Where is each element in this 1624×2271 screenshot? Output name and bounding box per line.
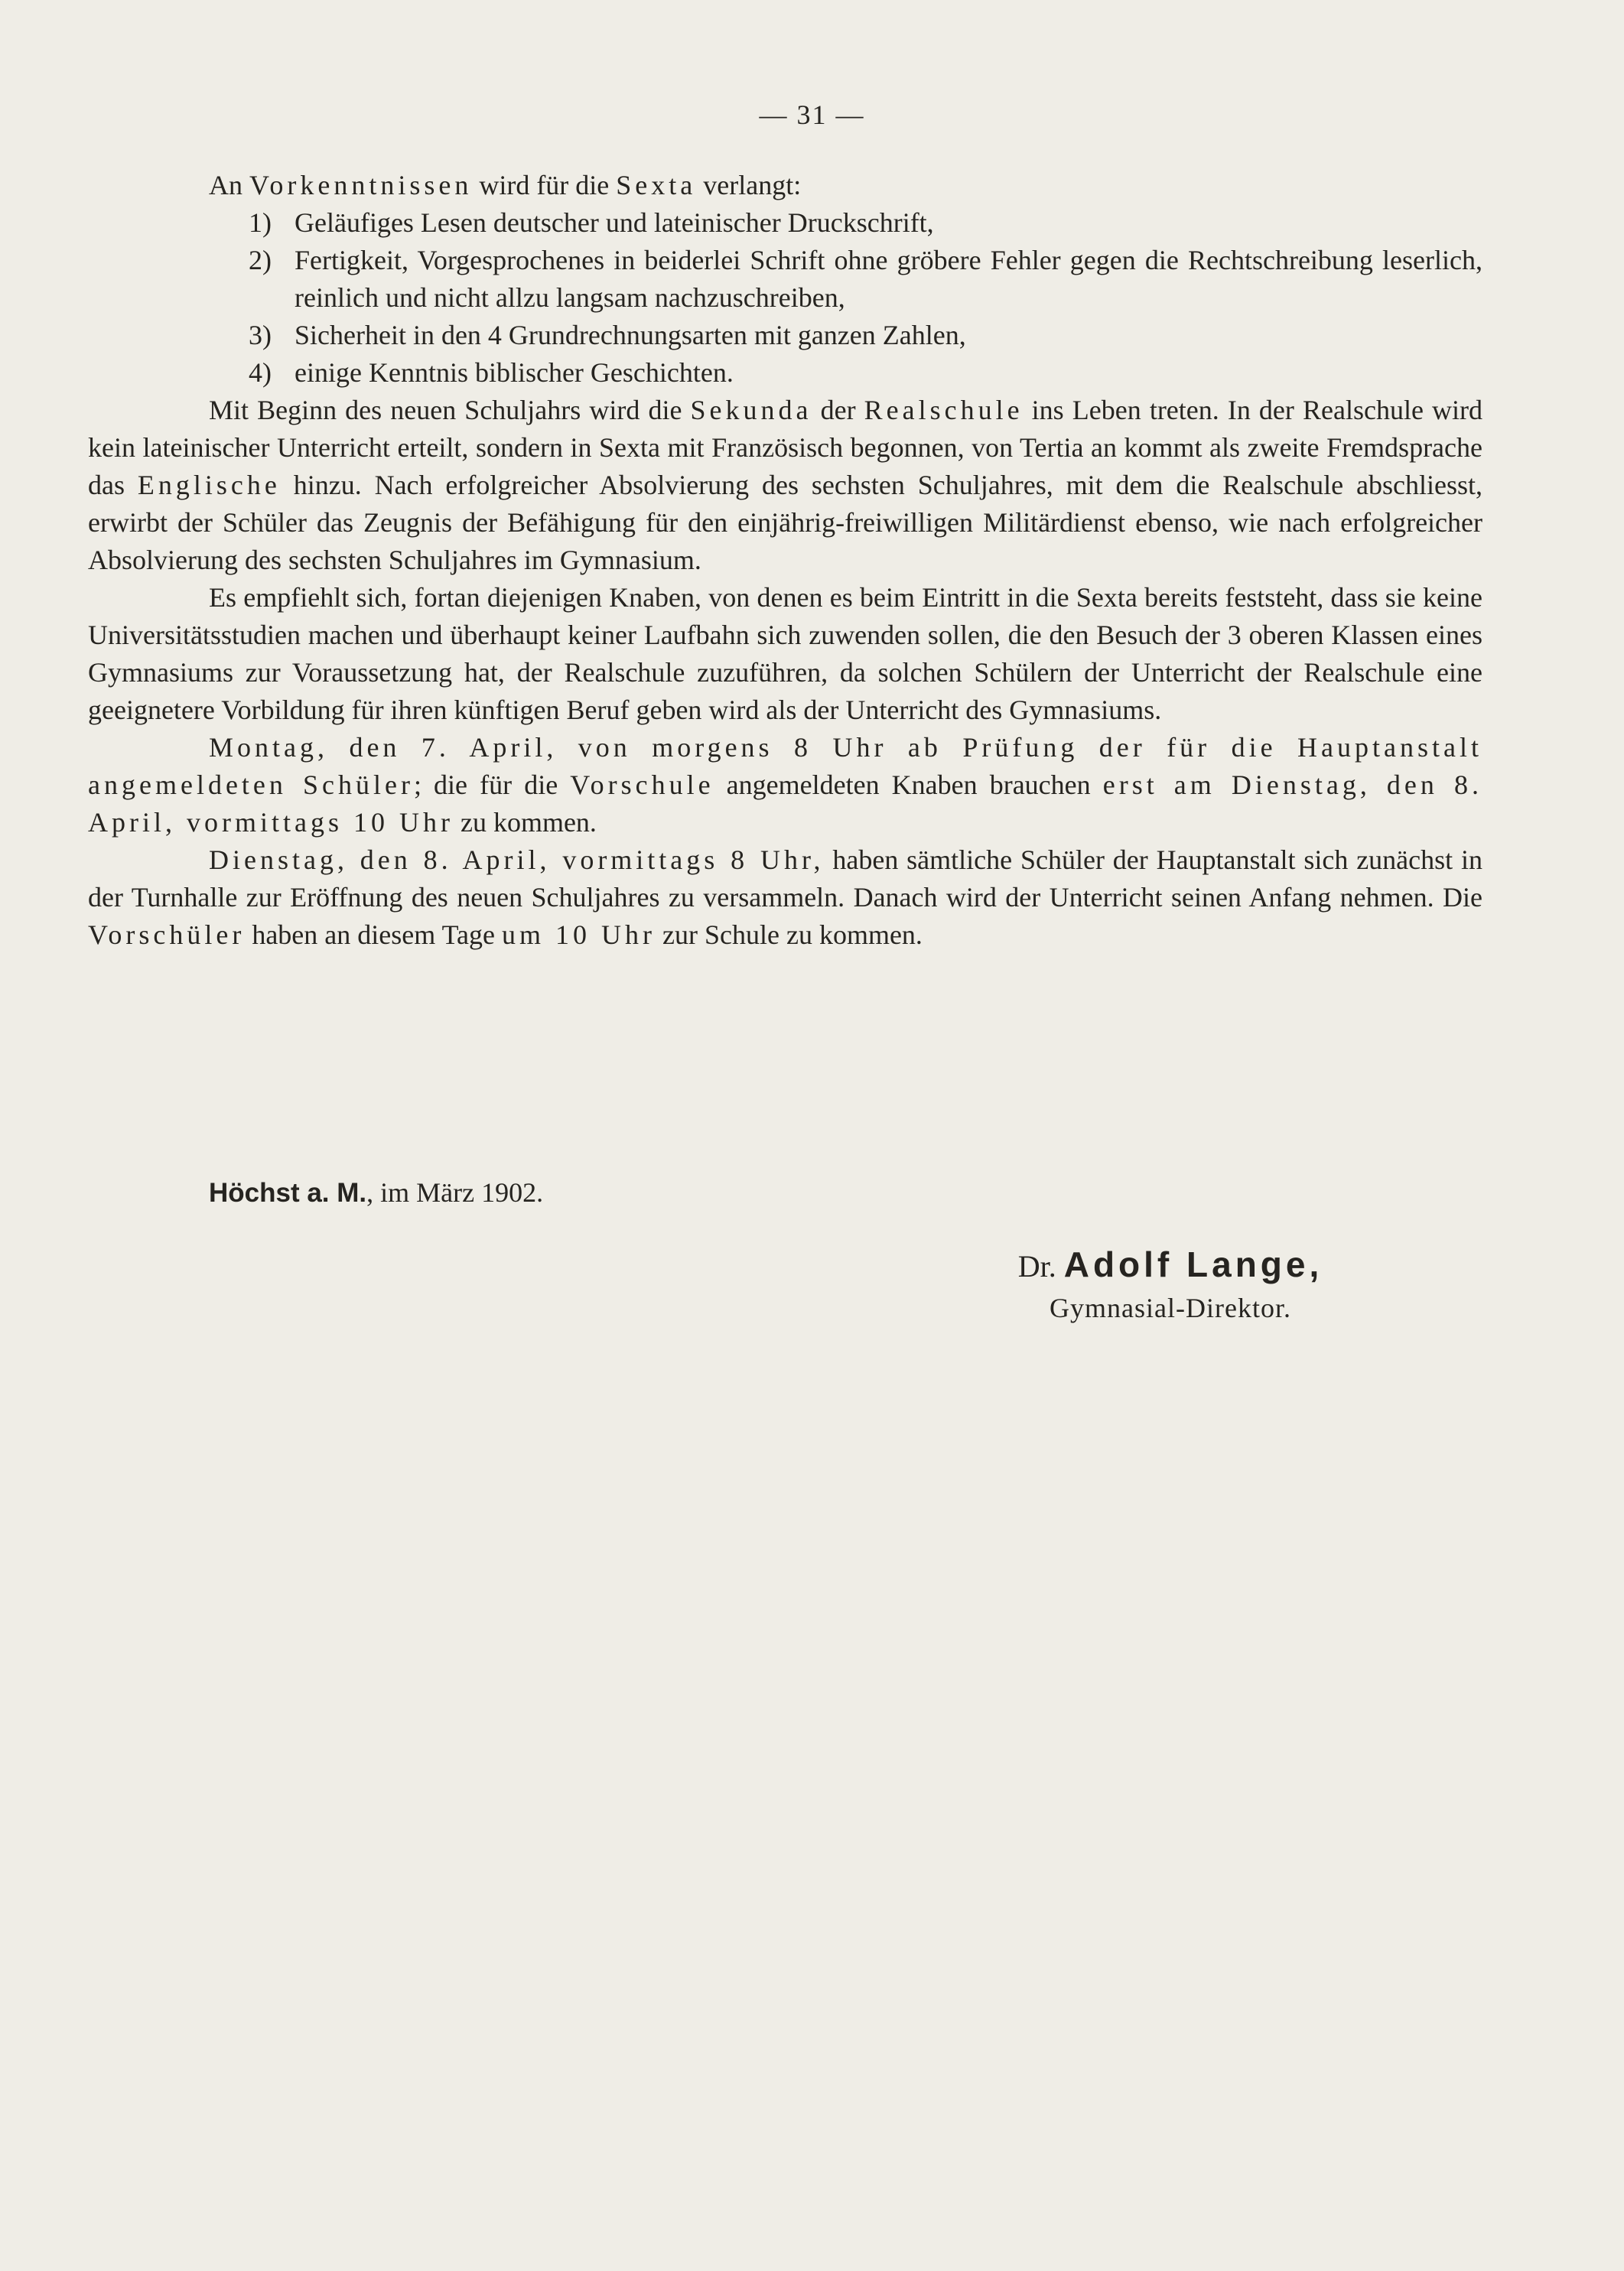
- emphasis-realschule: Realschule: [864, 395, 1024, 425]
- list-item: 2) Fertigkeit, Vorgesprochenes in beiderlei Schrift ohne gröbere Fehler gegen die Rechtschreibung leserlich, reinlich und nicht allzu langsam nachzuschreiben,: [249, 245, 1482, 313]
- signature-block: [956, 1243, 1385, 1328]
- emphasis-dienstag: Dienstag, den 8. April, vormittags 8 Uhr,: [209, 844, 825, 875]
- date-text: , im März 1902.: [366, 1177, 544, 1208]
- list-item: 4) einige Kenntnis biblischer Geschichten.: [249, 357, 734, 388]
- place-name: Höchst a. M.: [209, 1178, 367, 1208]
- emphasis-sekunda: Sekunda: [690, 395, 812, 425]
- emphasis-dienstag-time: erst am Dienstag, den 8. April, vormittags 10 Uhr: [88, 769, 1482, 838]
- page-number: — 31 —: [759, 99, 865, 130]
- emphasis-vorschule: Vorschule: [570, 769, 714, 800]
- emphasis-um-10-uhr: um 10 Uhr: [502, 919, 656, 950]
- montag-paragraph: Montag, den 7. April, von morgens 8 Uhr ab Prüfung der für die Hauptanstalt angemeldeten Schüler; die für die Vorschule angemeldeten Knaben brauchen erst am Dienstag, den 8. April, vormittags 10 Uhr zu kommen.: [88, 732, 1482, 838]
- emphasis-sexta: Sexta: [616, 170, 697, 200]
- list-item: 1) Geläufiges Lesen deutscher und lateinischer Druckschrift,: [249, 207, 934, 238]
- empfehlung-paragraph: Es empfiehlt sich, fortan diejenigen Knaben, von denen es beim Eintritt in die Sexta bereits feststeht, dass sie keine Universitätsstudien machen und überhaupt keiner Laufbahn sich zuwenden sollen, die den Besuch der 3 oberen Klassen eines Gymnasiums zur Voraussetzung hat, der Realschule zuzuführen, da solchen Schülern der Unterricht der Realschule eine geeignetere Vorbildung für ihren künftigen Beruf geben wird als der Unterricht des Gymnasiums.: [88, 582, 1482, 725]
- signature-name: Adolf Lange,: [1063, 1244, 1323, 1284]
- document-body: [88, 167, 1482, 954]
- list-item: 3) Sicherheit in den 4 Grundrechnungsarten mit ganzen Zahlen,: [249, 320, 966, 350]
- emphasis-vorkenntnissen: Vorkenntnissen: [249, 170, 473, 200]
- intro-paragraph: An Vorkenntnissen wird für die Sexta verlangt:: [209, 170, 802, 200]
- emphasis-englische: Englische: [137, 470, 281, 500]
- signature-prefix: Dr.: [1017, 1249, 1064, 1284]
- emphasis-montag: Montag, den 7. April, von morgens 8 Uhr ab Prüfung der für die Hauptanstalt angemeldeten Schüler: [88, 732, 1482, 800]
- emphasis-vorschueler: Vorschüler: [88, 919, 246, 950]
- signature-line: [956, 1243, 1385, 1288]
- signature-title: Gymnasial-Direktor.: [1050, 1293, 1291, 1323]
- realschule-paragraph: Mit Beginn des neuen Schuljahrs wird die Sekunda der Realschule ins Leben treten. In der Realschule wird kein lateinischer Unterricht erteilt, sondern in Sexta mit Französisch begonnen, von Tertia an kommt als zweite Fremdsprache das Englische hinzu. Nach erfolgreicher Absolvierung des sechsten Schuljahres, mit dem die Realschule abschliesst, erwirbt der Schüler das Zeugnis der Befähigung für den einjährig-freiwilligen Militärdienst ebenso, wie nach erfolgreicher Absolvierung des sechsten Schuljahres im Gymnasium.: [88, 395, 1482, 575]
- place-date-line: [209, 1174, 543, 1212]
- dienstag-paragraph: Dienstag, den 8. April, vormittags 8 Uhr, haben sämtliche Schüler der Hauptanstalt sich zunächst in der Turnhalle zur Eröffnung des neuen Schuljahres zu versammeln. Danach wird der Unterricht seinen Anfang nehmen. Die Vorschüler haben an diesem Tage um 10 Uhr zur Schule zu kommen.: [88, 844, 1482, 950]
- requirements-list: [88, 204, 1482, 392]
